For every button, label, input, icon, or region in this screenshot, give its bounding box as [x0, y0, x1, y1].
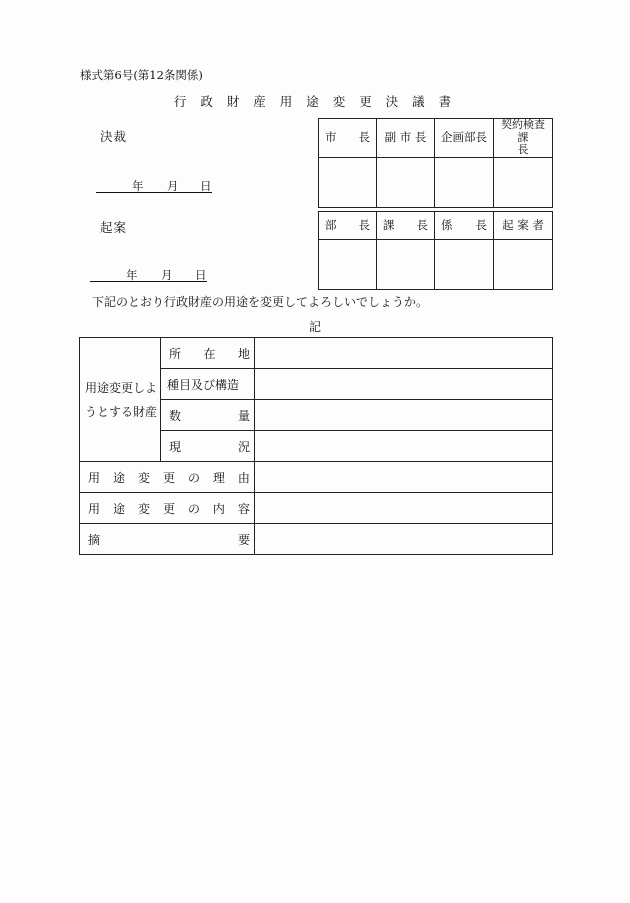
contract-chief-seal-box[interactable]	[494, 157, 553, 207]
mayor-header: 市 長	[319, 119, 377, 158]
type-structure-field[interactable]	[255, 369, 553, 400]
drafting-year-label: 年	[126, 268, 138, 282]
decision-day-label: 日	[200, 179, 212, 193]
dept-head-header: 部 長	[319, 212, 377, 240]
deputy-mayor-header: 副 市 長	[377, 119, 435, 158]
summary-label: 摘 要	[80, 524, 255, 555]
mayor-seal-box[interactable]	[319, 157, 377, 207]
dept-head-seal-box[interactable]	[319, 240, 377, 290]
quantity-field[interactable]	[255, 400, 553, 431]
location-label: 所 在 地	[161, 338, 255, 369]
planning-head-seal-box[interactable]	[435, 157, 494, 207]
unit-chief-seal-box[interactable]	[435, 240, 494, 290]
decision-label: 決裁	[100, 129, 128, 144]
status-label: 現 況	[161, 431, 255, 462]
planning-head-header: 企画部長	[435, 119, 494, 158]
quantity-label: 数 量	[161, 400, 255, 431]
drafting-date-line[interactable]	[90, 267, 207, 282]
content-label: 用 途 変 更 の 内 容	[80, 493, 255, 524]
section-head-seal-box[interactable]	[377, 240, 435, 290]
document-title: 行 政 財 産 用 途 変 更 決 議 書	[173, 94, 457, 109]
drafting-month-label: 月	[161, 268, 173, 282]
type-structure-label: 種目及び構造	[161, 369, 255, 400]
status-field[interactable]	[255, 431, 553, 462]
section-head-header: 課 長	[377, 212, 435, 240]
location-field[interactable]	[255, 338, 553, 369]
drafter-header: 起 案 者	[494, 212, 553, 240]
property-detail-table	[79, 337, 553, 555]
decision-month-label: 月	[167, 179, 179, 193]
contract-chief-header: 契約検査 課長	[494, 119, 553, 158]
decision-year-label: 年	[132, 179, 144, 193]
reason-field[interactable]	[255, 462, 553, 493]
property-group-label: 用途変更しよ うとする財産	[80, 338, 161, 462]
decision-date-line[interactable]	[96, 178, 212, 193]
reason-label: 用 途 変 更 の 理 由	[80, 462, 255, 493]
approval-table-bottom	[318, 211, 553, 290]
content-field[interactable]	[255, 493, 553, 524]
form-number: 様式第6号(第12条関係)	[80, 68, 203, 82]
drafter-seal-box[interactable]	[494, 240, 553, 290]
deputy-mayor-seal-box[interactable]	[377, 157, 435, 207]
drafting-day-label: 日	[195, 268, 207, 282]
ki-heading: 記	[308, 320, 321, 334]
approval-table-top	[318, 118, 553, 208]
request-text: 下記のとおり行政財産の用途を変更してよろしいでしょうか。	[92, 295, 429, 309]
summary-field[interactable]	[255, 524, 553, 555]
drafting-label: 起案	[100, 220, 128, 235]
unit-chief-header: 係 長	[435, 212, 494, 240]
